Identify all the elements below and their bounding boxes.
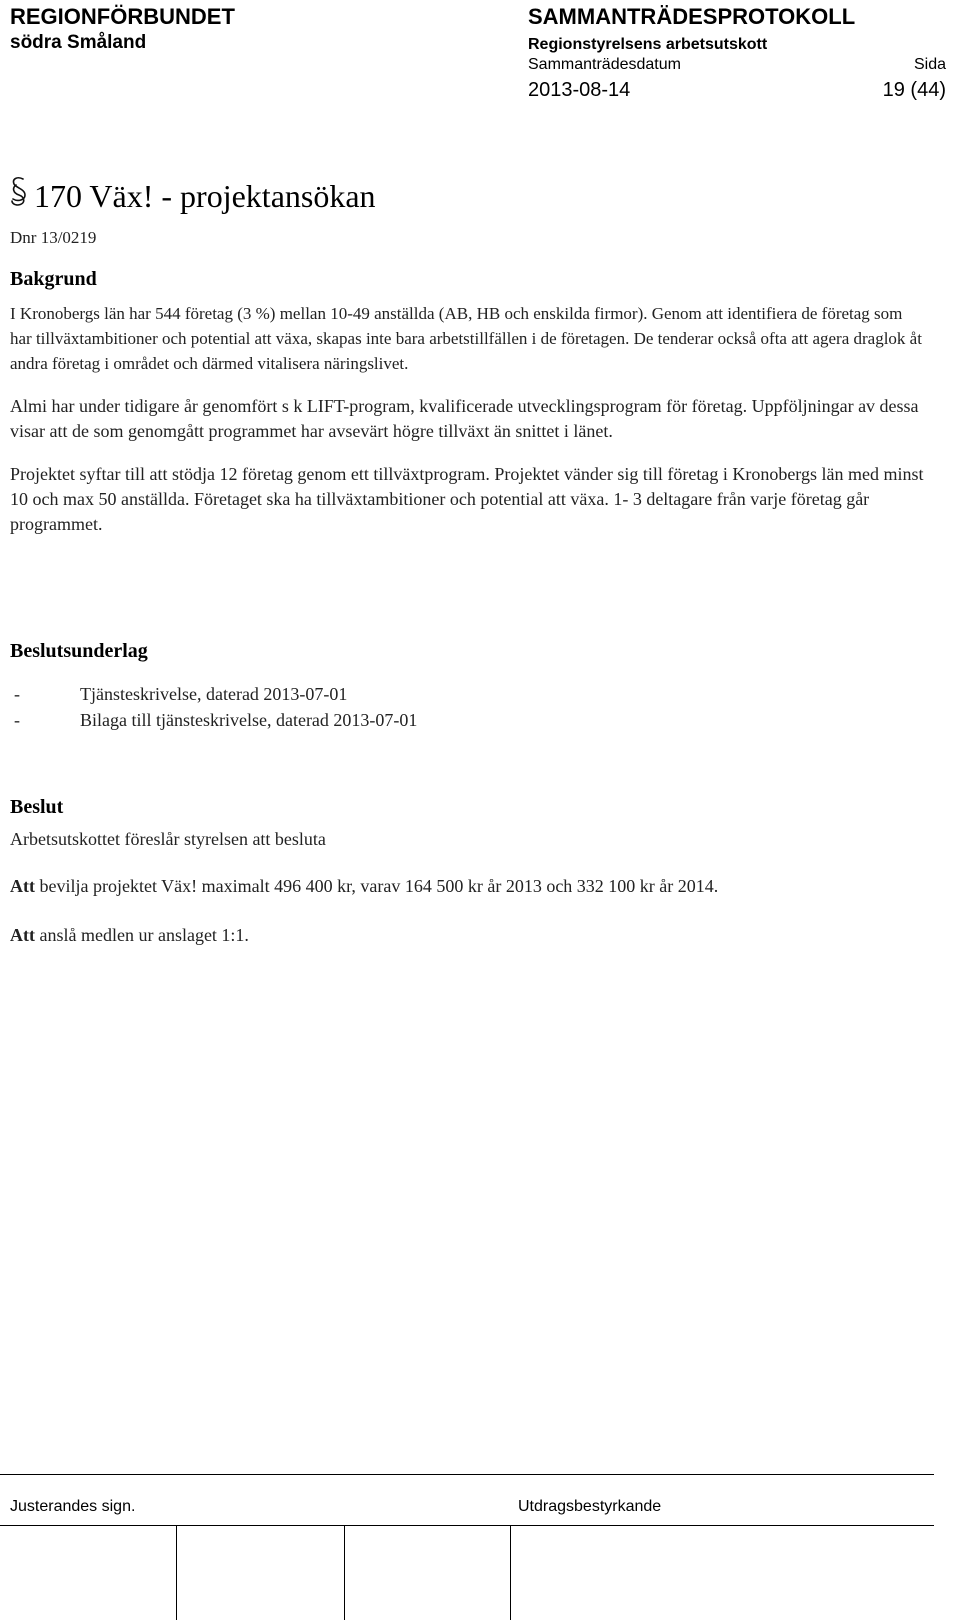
background-paragraph: Projektet syftar till att stödja 12 företag genom ett tillväxtprogram. Projektet vänder sig till företag i Kronobergs län med minst 10 och max 50 anställda. Företaget ska ha tillväxtambitioner och potential att växa. 1- 3 deltagare från varje företag går programmet. (10, 464, 924, 534)
decision-text: bevilja projektet Väx! maximalt 496 400 kr, varav 164 500 kr år 2013 och 332 100 kr år 2014. (35, 876, 719, 896)
committee-name: Regionstyrelsens arbetsutskott (528, 36, 768, 53)
section-mark-icon (8, 176, 30, 206)
page-label: Sida (913, 56, 946, 73)
decision-heading: Beslut (10, 796, 64, 818)
decision-basis-heading: Beslutsunderlag (10, 640, 148, 662)
signature-label: Justerandes sign. (10, 1498, 136, 1515)
decision-item (10, 923, 928, 948)
list-item (10, 707, 928, 733)
meeting-date-label: Sammanträdesdatum (528, 56, 681, 73)
decision-text: anslå medlen ur anslaget 1:1. (35, 925, 249, 945)
page-number: 19 (44) (882, 79, 946, 101)
decision-keyword: Att (10, 925, 35, 945)
signature-divider (176, 1526, 177, 1620)
item-title: 170 Väx! - projektansökan (34, 178, 376, 214)
background-paragraph: I Kronobergs län har 544 företag (3 %) mellan 10-49 anställda (AB, HB och enskilda firmor). Genom att identifiera de företag som har tillväxtambitioner och potential att växa, skapas inte bara arbetstillfällen i de företagen. De tenderar också ofta att agera draglok åt andra företag i området och därmed vitalisera näringslivet. (10, 304, 922, 373)
list-item-text: Bilaga till tjänsteskrivelse, daterad 2013-07-01 (80, 710, 418, 730)
certification-label: Utdragsbestyrkande (518, 1498, 662, 1515)
organization-subname: södra Småland (10, 32, 147, 53)
list-item (10, 681, 928, 707)
organization-name: REGIONFÖRBUNDET (10, 4, 235, 29)
decision-basis-list (10, 681, 928, 733)
signature-divider (510, 1526, 511, 1620)
list-item-text: Tjänsteskrivelse, daterad 2013-07-01 (80, 684, 348, 704)
footer-top-rule (0, 1474, 934, 1475)
decision-item (10, 874, 928, 899)
registration-number: Dnr 13/0219 (10, 228, 97, 247)
decision-keyword: Att (10, 876, 35, 896)
background-paragraph: Almi har under tidigare år genomfört s k LIFT-program, kvalificerade utvecklingsprogram för företag. Uppföljningar av dessa visar att de som genomgått programmet har avsevärt högre tillväxt än snittet i länet. (10, 396, 919, 441)
background-heading: Bakgrund (10, 268, 97, 290)
document-type: SAMMANTRÄDESPROTOKOLL (528, 4, 856, 29)
footer-bottom-rule (0, 1525, 934, 1526)
list-dash: - (14, 684, 20, 704)
signature-divider (344, 1526, 345, 1620)
meeting-date: 2013-08-14 (528, 79, 631, 101)
background-section (10, 268, 928, 537)
list-dash: - (14, 710, 20, 730)
decision-section (10, 796, 928, 948)
decision-basis-section (10, 640, 928, 733)
decision-intro: Arbetsutskottet föreslår styrelsen att besluta (10, 829, 326, 849)
